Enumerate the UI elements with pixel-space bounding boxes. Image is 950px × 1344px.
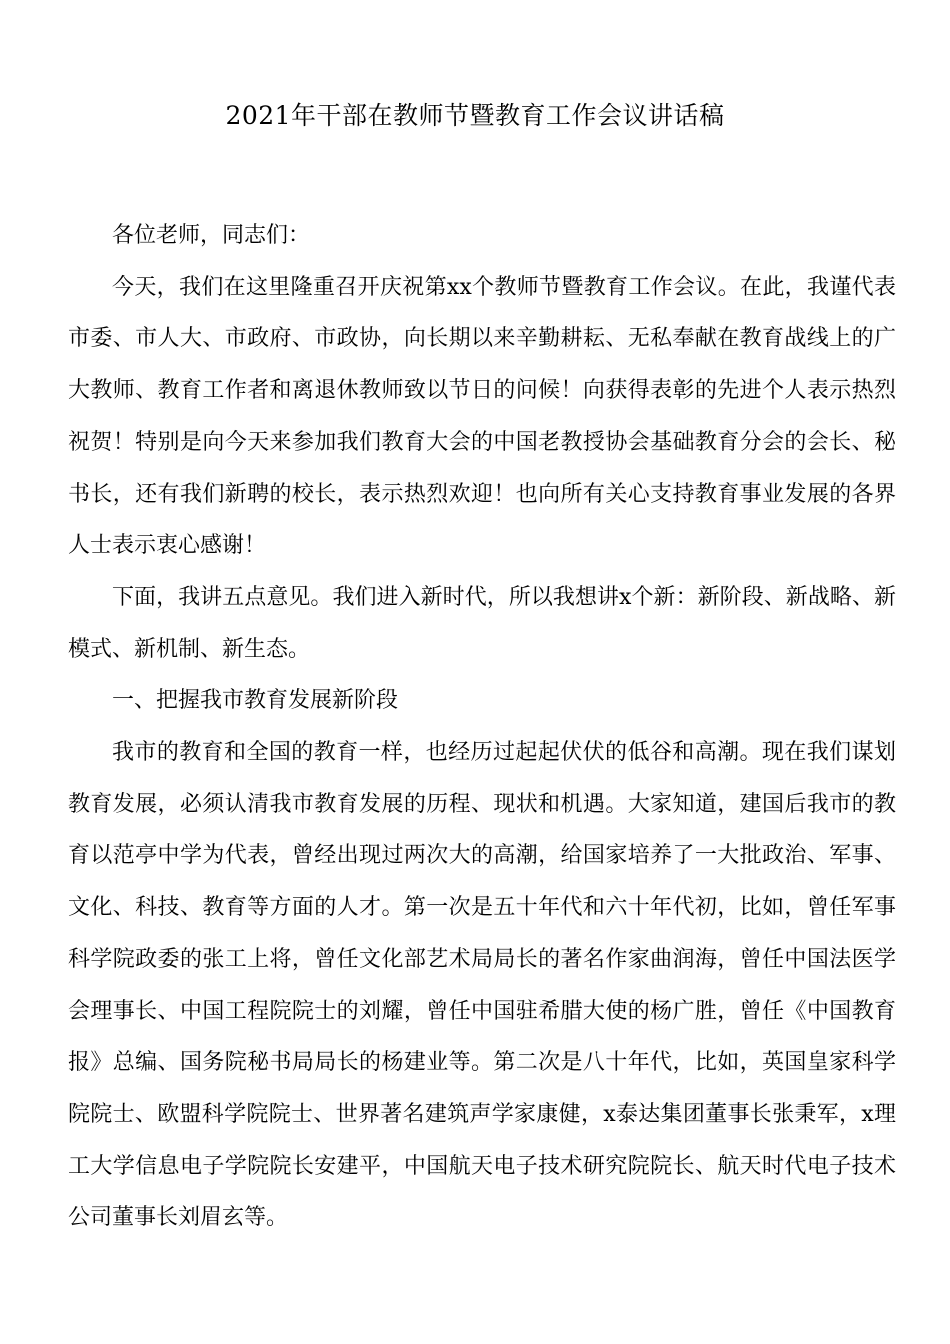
greeting-paragraph: 今天，我们在这里隆重召开庆祝第xx个教师节暨教育工作会议。在此，我谨代表市委、市人大、市政府、市政协，向长期以来辛勤耕耘、无私奉献在教育战线上的广大教师、教育工作者和离退休教师致以节日的问候！向获得表彰的先进个人表示热烈祝贺！特别是向今天来参加我们教育大会的中国老教授协会基础教育分会的会长、秘书长，还有我们新聘的校长，表示热烈欢迎！也向所有关心支持教育事业发展的各界人士表示衷心感谢！ [68,274,896,559]
section-heading: 一、把握我市教育发展新阶段 [112,688,399,714]
outline-paragraph: 下面，我讲五点意见。我们进入新时代，所以我想讲x个新：新阶段、新战略、新模式、新机制、新生态。 [68,584,896,662]
history-paragraph: 我市的教育和全国的教育一样，也经历过起起伏伏的低谷和高潮。现在我们谋划教育发展，必须认清我市教育发展的历程、现状和机遇。大家知道，建国后我市的教育以范亭中学为代表，曾经出现过两次大的高潮，给国家培养了一大批政治、军事、文化、科技、教育等方面的人才。第一次是五十年代和六十年代初，比如，曾任军事科学院政委的张工上将，曾任文化部艺术局局长的著名作家曲润海，曾任中国法医学会理事长、中国工程院院士的刘耀，曾任中国驻希腊大使的杨广胜，曾任《中国教育报》总编、国务院秘书局局长的杨建业等。第二次是八十年代，比如，英国皇家科学院院士、欧盟科学院院士、世界著名建筑声学家康健，x泰达集团董事长张秉军，x理工大学信息电子学院院长安建平，中国航天电子技术研究院院长、航天时代电子技术公司董事长刘眉玄等。 [68,740,896,1231]
salutation-paragraph: 各位老师，同志们： [112,223,311,248]
document-body [68,210,896,1244]
document-title: 2021年干部在教师节暨教育工作会议讲话稿 [225,101,725,130]
